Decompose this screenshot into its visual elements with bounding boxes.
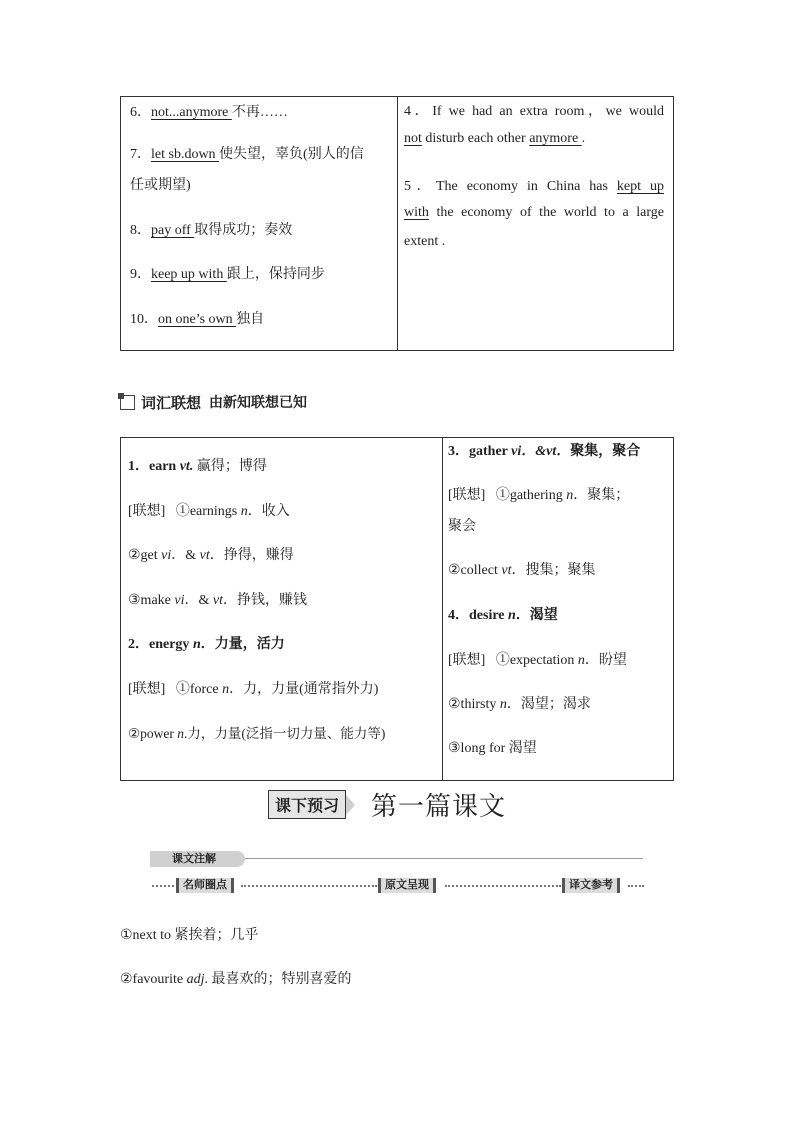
sentence-4-line-2: not disturb each other anymore .: [404, 131, 586, 146]
vocab-gather: 3．gather vi．&vt．聚集，聚合: [448, 444, 641, 459]
vocab-gather-assoc-1-cont: 聚会: [448, 519, 476, 534]
section-heading: [120, 392, 307, 412]
tab-translation: 译文参考: [562, 878, 620, 893]
section-title: 词汇联想: [141, 395, 202, 412]
sentence-4-line-1: 4．If we had an extra room，we would: [404, 104, 664, 119]
notes-bar: 课文注解: [150, 851, 245, 867]
dotted-divider: [445, 885, 561, 887]
phrase-item-9: 9．keep up with 跟上，保持同步: [130, 267, 325, 282]
lesson-banner: [268, 786, 506, 823]
table-divider: [397, 97, 398, 350]
vocab-desire-assoc-3: ③long for 渴望: [448, 741, 537, 756]
footnote-1: ①next to 紧挨着；几乎: [120, 928, 259, 943]
banner-arrow-icon: [346, 795, 355, 815]
phrase-item-6: 6．not...anymore 不再……: [130, 105, 288, 120]
banner-tag: 课下预习: [268, 790, 346, 819]
sentence-5-line-3: extent .: [404, 234, 446, 249]
vocab-desire-assoc-2: ②thirsty n．渴望；渴求: [448, 697, 591, 712]
vocab-earn-assoc-1: [联想] ①earnings n．收入: [128, 504, 290, 519]
tab-teacher-notes: 名师圈点: [176, 878, 234, 893]
vocab-earn-assoc-3: ③make vi．& vt．挣钱，赚钱: [128, 593, 307, 608]
sentence-5-line-2: with the economy of the world to a large: [404, 205, 664, 220]
vocab-gather-assoc-1: [联想] ①gathering n．聚集；: [448, 488, 630, 503]
sentence-5-line-1: 5．The economy in China has kept up: [404, 179, 665, 194]
dotted-divider: [241, 885, 377, 887]
dotted-divider: [152, 885, 174, 887]
phrase-item-8: 8．pay off 取得成功；奏效: [130, 223, 293, 238]
phrase-table: [120, 96, 674, 351]
vocab-energy-assoc-1: [联想] ①force n．力，力量(通常指外力): [128, 682, 379, 697]
vocab-earn: 1．earn vt. 赢得；博得: [128, 459, 267, 474]
vocab-energy: 2．energy n．力量，活力: [128, 637, 285, 652]
vocab-desire-assoc-1: [联想] ①expectation n．盼望: [448, 653, 627, 668]
notes-rule: [245, 858, 643, 859]
footnote-2: ②favourite adj. 最喜欢的；特别喜爱的: [120, 972, 352, 987]
vocab-table: [120, 437, 674, 781]
phrase-item-7-cont: 任或期望): [130, 178, 191, 193]
vocab-desire: 4．desire n．渴望: [448, 608, 558, 623]
vocab-earn-assoc-2: ②get vi．& vt．挣得，赚得: [128, 548, 294, 563]
vocab-energy-assoc-2: ②power n.力，力量(泛指一切力量、能力等): [128, 726, 386, 741]
banner-title: 第一篇课文: [371, 792, 507, 821]
phrase-item-10: 10．on one’s own 独自: [130, 312, 265, 327]
tab-original-text: 原文呈现: [378, 878, 436, 893]
table-divider: [442, 438, 443, 780]
section-marker-icon: [120, 395, 135, 410]
phrase-item-7: 7．let sb.down 使失望，辜负(别人的信: [130, 147, 364, 162]
vocab-gather-assoc-2: ②collect vt．搜集；聚集: [448, 563, 596, 578]
dotted-divider: [628, 885, 644, 887]
section-subtitle: 由新知联想已知: [209, 396, 308, 411]
